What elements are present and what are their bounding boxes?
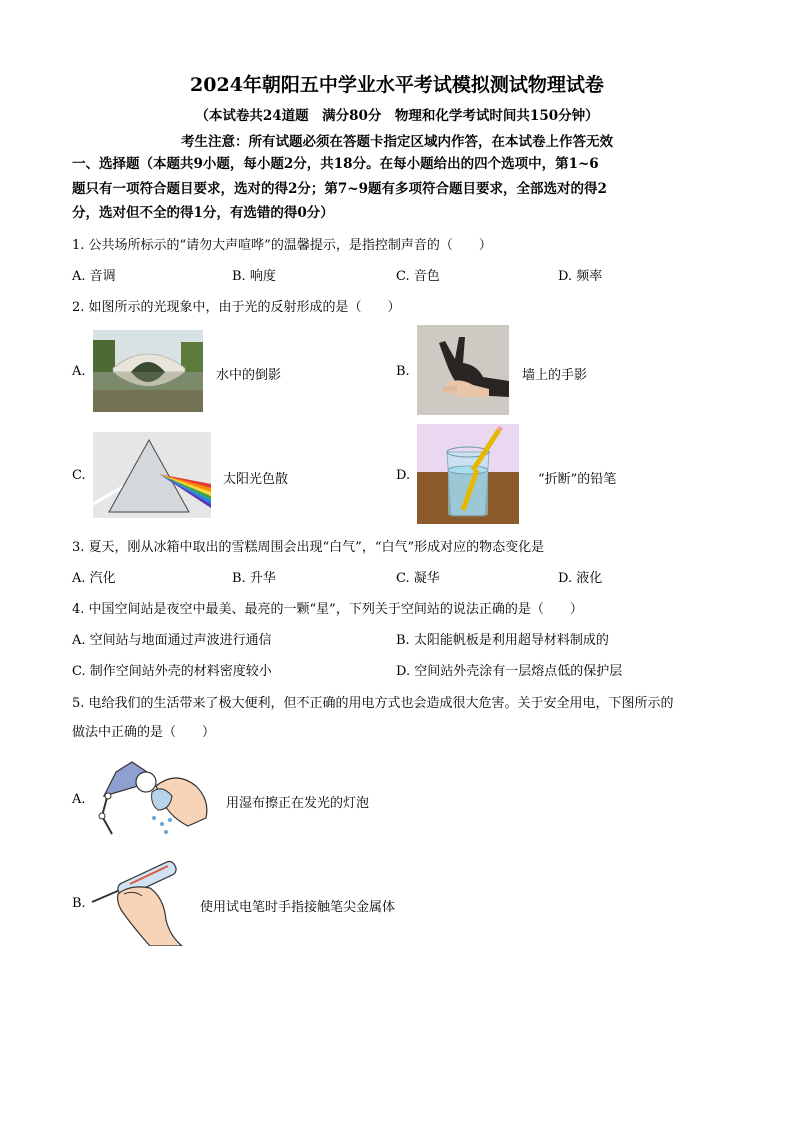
section-heading-line2: 题只有一项符合题目要求，选对的得2分；第7~9题有多项符合题目要求，全部选对的得2 (72, 181, 607, 197)
question-1-stem: 1. 公共场所标示的“请勿大声喧哗”的温馨提示，是指控制声音的（ ） (72, 238, 492, 253)
question-5-stem-line2: 做法中正确的是（ ） (72, 725, 216, 740)
section-heading-line3: 分，选对但不全的得1分，有选错的得0分） (72, 205, 334, 221)
question-5-stem-line1: 5. 电给我们的生活带来了极大便利，但不正确的用电方式也会造成很大危害。关于安全用电，下图所示的 (72, 696, 674, 711)
q5-option-b-label: B. (72, 896, 86, 911)
exam-notice: 考生注意：所有试题必须在答题卡指定区域内作答，在本试卷上作答无效 (181, 134, 613, 150)
q2-option-b-label: B. (396, 364, 410, 379)
q3-option-a: A. 汽化 (72, 571, 116, 586)
test-pen-image (90, 854, 188, 946)
q4-option-b: B. 太阳能帆板是利用超导材料制成的 (396, 633, 609, 648)
q2-option-d-caption: “折断”的铅笔 (538, 472, 617, 487)
page-title: 2024年朝阳五中学业水平考试模拟测试物理试卷 (190, 74, 604, 96)
q2-option-b-caption: 墙上的手影 (522, 368, 588, 383)
q4-option-d: D. 空间站外壳涂有一层熔点低的保护层 (396, 664, 623, 679)
q3-option-d: D. 液化 (558, 571, 603, 586)
prism-dispersion-image (93, 432, 211, 518)
q4-option-c: C. 制作空间站外壳的材料密度较小 (72, 664, 272, 679)
q5-option-a-label: A. (72, 792, 86, 807)
question-4-stem: 4. 中国空间站是夜空中最美、最亮的一颗“星”，下列关于空间站的说法正确的是（ ） (72, 602, 583, 617)
q1-option-a: A. 音调 (72, 269, 116, 284)
section-heading-line1: 一、选择题（本题共9小题，每小题2分，共18分。在每小题给出的四个选项中，第1~6 (72, 156, 599, 172)
q1-option-b: B. 响度 (232, 269, 276, 284)
bridge-reflection-image (93, 330, 203, 412)
question-2-stem: 2. 如图所示的光现象中，由于光的反射形成的是（ ） (72, 300, 401, 315)
q3-option-c: C. 凝华 (396, 571, 440, 586)
question-3-stem: 3. 夏天，刚从冰箱中取出的雪糕周围会出现“白气”，“白气”形成对应的物态变化是 (72, 540, 545, 555)
q2-option-d-label: D. (396, 468, 411, 483)
bent-pencil-image (417, 424, 519, 524)
q1-option-d: D. 频率 (558, 269, 603, 284)
q5-option-b-caption: 使用试电笔时手指接触笔尖金属体 (200, 900, 396, 915)
wet-cloth-lamp-image (96, 756, 212, 838)
q4-option-a: A. 空间站与地面通过声波进行通信 (72, 633, 272, 648)
q2-option-c-caption: 太阳光色散 (223, 472, 289, 487)
q2-option-a-caption: 水中的倒影 (216, 368, 282, 383)
q2-option-c-label: C. (72, 468, 86, 483)
q5-option-a-caption: 用湿布擦正在发光的灯泡 (226, 796, 370, 811)
exam-info: （本试卷共24道题 满分80分 物理和化学考试时间共150分钟） (195, 108, 599, 124)
hand-shadow-image (417, 325, 509, 415)
q1-option-c: C. 音色 (396, 269, 440, 284)
q2-option-a-label: A. (72, 364, 86, 379)
q3-option-b: B. 升华 (232, 571, 276, 586)
